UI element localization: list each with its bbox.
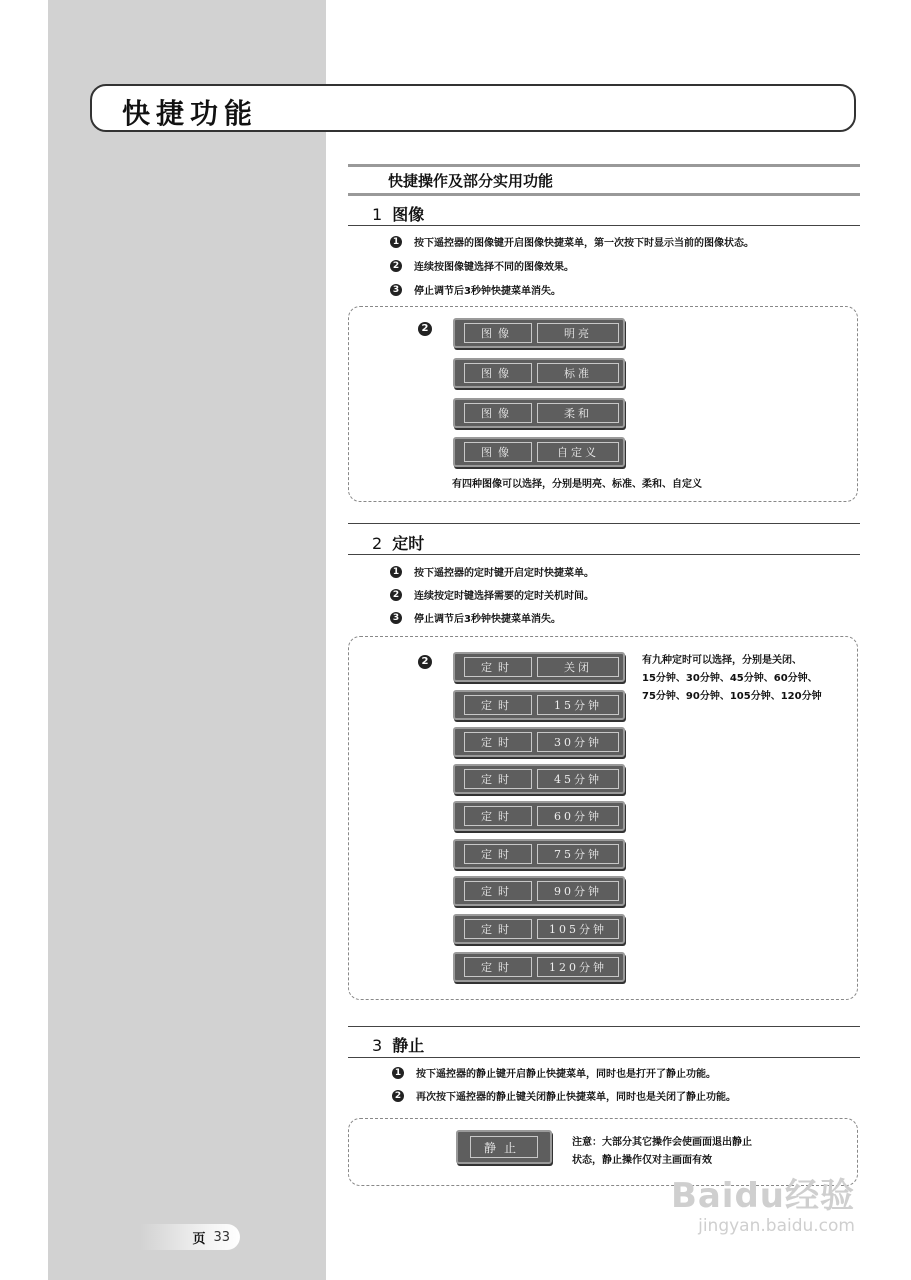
step-number-badge: 2 [392, 1090, 404, 1102]
osd-value: 45分钟 [537, 769, 619, 789]
osd-value: 柔和 [537, 403, 619, 423]
osd-menu-timer [453, 764, 625, 794]
osd-value: 105分钟 [537, 919, 619, 939]
list-item [390, 587, 594, 602]
divider [348, 554, 860, 555]
list-item-text: 连续按图像键选择不同的图像效果。 [414, 262, 574, 273]
list-item [390, 564, 594, 579]
divider [348, 225, 860, 226]
note-line: 有九种定时可以选择，分别是关闭、 [642, 655, 802, 666]
page-number-tab [140, 1224, 240, 1250]
section-subtitle: 快捷操作及部分实用功能 [388, 172, 554, 190]
chapter-title-box [90, 84, 856, 132]
osd-value: 75分钟 [537, 844, 619, 864]
list-item-text: 连续按定时键选择需要的定时关机时间。 [414, 591, 594, 602]
list-item [390, 282, 561, 297]
picture-modes-note: 有四种图像可以选择，分别是明亮、标准、柔和、自定义 [452, 479, 702, 490]
osd-value: 90分钟 [537, 881, 619, 901]
section-heading-freeze [372, 1033, 424, 1056]
note-line: 15分钟、30分钟、45分钟、60分钟、 [642, 673, 818, 684]
osd-menu-picture [453, 318, 625, 348]
osd-key: 图像 [464, 323, 532, 343]
note-line: 注意：大部分其它操作会使画面退出静止 [572, 1137, 752, 1148]
page-number: 33 [213, 1229, 230, 1245]
list-item-text: 再次按下遥控器的静止键关闭静止快捷菜单，同时也是关闭了静止功能。 [416, 1092, 736, 1103]
baidu-watermark [645, 1168, 855, 1248]
osd-key: 定时 [464, 881, 532, 901]
osd-key: 定时 [464, 769, 532, 789]
step-number-badge: 2 [418, 322, 432, 336]
osd-value: 关闭 [537, 657, 619, 677]
divider [348, 193, 860, 196]
list-item-text: 停止调节后3秒钟快捷菜单消失。 [414, 614, 561, 625]
osd-menu-timer [453, 690, 625, 720]
osd-menu-timer [453, 914, 625, 944]
step-number-badge: 1 [392, 1067, 404, 1079]
section-title: 图像 [392, 205, 425, 224]
list-item-text: 停止调节后3秒钟快捷菜单消失。 [414, 286, 561, 297]
list-item [390, 610, 561, 625]
osd-value: 60分钟 [537, 806, 619, 826]
step-number-badge: 1 [390, 566, 402, 578]
osd-key: 图像 [464, 403, 532, 423]
osd-menu-picture [453, 437, 625, 467]
watermark-logo: Baidu经验 [670, 1176, 855, 1216]
divider [348, 1026, 860, 1027]
step-number-badge: 3 [390, 612, 402, 624]
osd-key: 定时 [464, 695, 532, 715]
section-number: 1 [372, 205, 383, 224]
osd-value: 标准 [537, 363, 619, 383]
osd-menu-timer [453, 876, 625, 906]
chapter-title: 快捷功能 [122, 97, 259, 130]
osd-value: 15分钟 [537, 695, 619, 715]
section-title: 静止 [392, 1036, 425, 1055]
osd-key: 定时 [464, 957, 532, 977]
osd-menu-picture [453, 398, 625, 428]
osd-menu-timer [453, 801, 625, 831]
osd-key: 定时 [464, 844, 532, 864]
page-label: 页 [192, 1231, 206, 1247]
section-number: 3 [372, 1036, 383, 1055]
list-item [390, 234, 754, 249]
freeze-osd-button [456, 1130, 552, 1164]
osd-value: 明亮 [537, 323, 619, 343]
section-title: 定时 [392, 534, 425, 553]
osd-key: 定时 [464, 657, 532, 677]
osd-menu-timer [453, 839, 625, 869]
osd-menu-timer [453, 952, 625, 982]
osd-value: 120分钟 [537, 957, 619, 977]
osd-key: 图像 [464, 442, 532, 462]
list-item-text: 按下遥控器的图像键开启图像快捷菜单，第一次按下时显示当前的图像状态。 [414, 238, 754, 249]
list-item [390, 258, 574, 273]
divider [348, 164, 860, 167]
osd-key: 定时 [464, 732, 532, 752]
step-number-badge: 2 [418, 655, 432, 669]
list-item [392, 1065, 716, 1080]
step-number-badge: 2 [390, 589, 402, 601]
section-heading-picture [372, 202, 424, 225]
list-item-text: 按下遥控器的定时键开启定时快捷菜单。 [414, 568, 594, 579]
list-item-text: 按下遥控器的静止键开启静止快捷菜单，同时也是打开了静止功能。 [416, 1069, 716, 1080]
section-heading-timer [372, 531, 424, 554]
osd-value: 30分钟 [537, 732, 619, 752]
osd-value: 自定义 [537, 442, 619, 462]
timer-options-note [642, 652, 822, 706]
step-number-badge: 3 [390, 284, 402, 296]
watermark-url: jingyan.baidu.com [698, 1216, 855, 1236]
osd-menu-timer [453, 652, 625, 682]
note-line: 75分钟、90分钟、105分钟、120分钟 [642, 691, 822, 702]
step-number-badge: 1 [390, 236, 402, 248]
freeze-note [572, 1134, 752, 1170]
osd-key: 定时 [464, 806, 532, 826]
osd-key: 定时 [464, 919, 532, 939]
step-number-badge: 2 [390, 260, 402, 272]
left-margin-band [48, 0, 326, 1280]
note-line: 状态，静止操作仅对主画面有效 [572, 1155, 712, 1166]
osd-menu-picture [453, 358, 625, 388]
divider [348, 523, 860, 524]
list-item [392, 1088, 736, 1103]
divider [348, 1057, 860, 1058]
section-number: 2 [372, 534, 383, 553]
freeze-osd-label: 静止 [470, 1136, 538, 1158]
osd-menu-timer [453, 727, 625, 757]
osd-key: 图像 [464, 363, 532, 383]
